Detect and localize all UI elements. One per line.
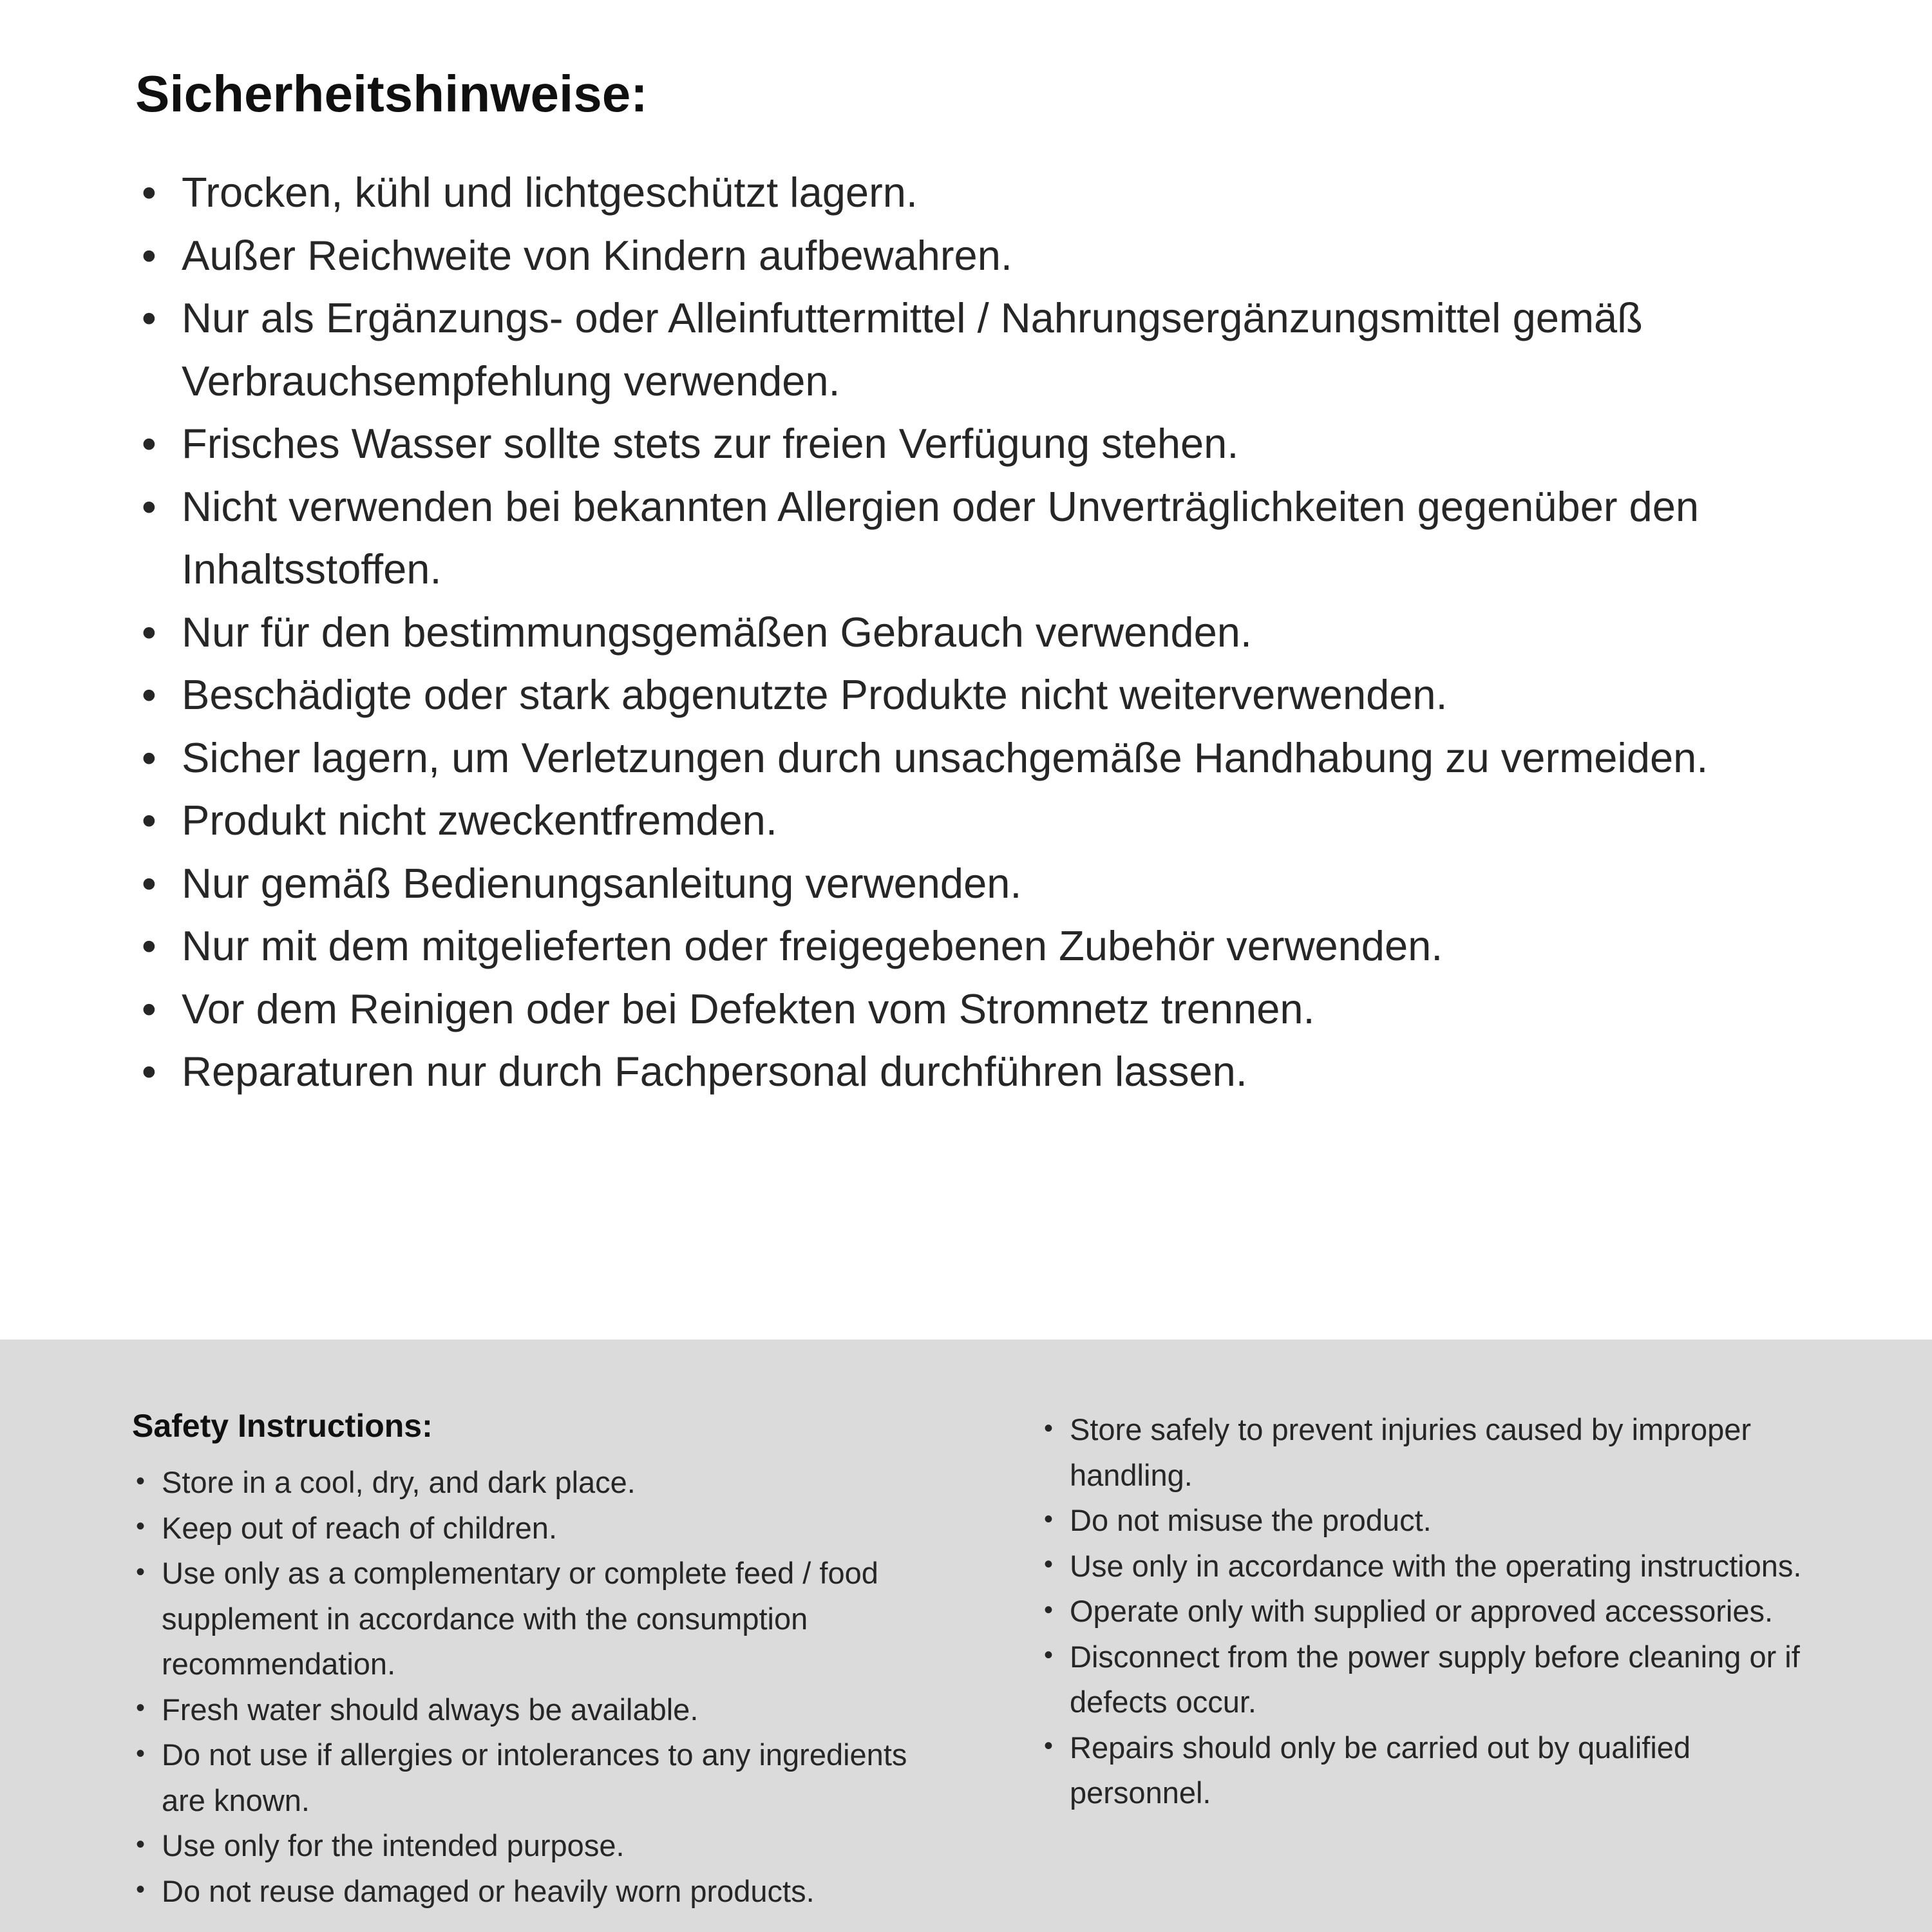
- english-left-column: [132, 1407, 931, 1914]
- english-section-title: Safety Instructions:: [132, 1408, 433, 1444]
- list-item: • Frisches Wasser sollte stets zur freien Verfügung stehen.: [135, 412, 1713, 475]
- list-item: • Keep out of reach of children.: [132, 1506, 931, 1551]
- list-item: • Repairs should only be carried out by qualified personnel.: [1040, 1725, 1839, 1816]
- list-item: • Außer Reichweite von Kindern aufbewahren.: [135, 224, 1713, 287]
- english-safety-list-right: [1040, 1407, 1839, 1816]
- english-right-column: [1040, 1407, 1839, 1914]
- list-item: • Reparaturen nur durch Fachpersonal durchführen lassen.: [135, 1040, 1713, 1103]
- list-item: • Produkt nicht zweckentfremden.: [135, 789, 1713, 852]
- list-item: • Use only for the intended purpose.: [132, 1823, 931, 1869]
- list-item: • Operate only with supplied or approved accessories.: [1040, 1589, 1839, 1634]
- list-item: • Nur gemäß Bedienungsanleitung verwenden.: [135, 852, 1713, 915]
- english-safety-list-left: [132, 1460, 931, 1914]
- list-item: • Do not reuse damaged or heavily worn products.: [132, 1869, 931, 1915]
- list-item: • Store safely to prevent injuries caused by improper handling.: [1040, 1407, 1839, 1498]
- english-safety-section: [0, 1340, 1932, 1932]
- english-safety-columns: [0, 1340, 1932, 1914]
- list-item: • Use only in accordance with the operating instructions.: [1040, 1544, 1839, 1589]
- list-item: • Do not use if allergies or intolerances to any ingredients are known.: [132, 1732, 931, 1823]
- list-item: • Store in a cool, dry, and dark place.: [132, 1460, 931, 1506]
- german-safety-list: [135, 161, 1713, 1103]
- list-item: • Fresh water should always be available.: [132, 1687, 931, 1733]
- list-item: • Beschädigte oder stark abgenutzte Produkte nicht weiterverwenden.: [135, 663, 1713, 726]
- list-item: • Nicht verwenden bei bekannten Allergien oder Unverträglichkeiten gegenüber den Inhaltsstoffen.: [135, 475, 1713, 601]
- list-item: • Vor dem Reinigen oder bei Defekten vom Stromnetz trennen.: [135, 978, 1713, 1041]
- list-item: • Sicher lagern, um Verletzungen durch unsachgemäße Handhabung zu vermeiden.: [135, 726, 1713, 790]
- list-item: • Do not misuse the product.: [1040, 1498, 1839, 1544]
- german-section-title: Sicherheitshinweise:: [135, 65, 648, 122]
- list-item: • Nur mit dem mitgelieferten oder freigegebenen Zubehör verwenden.: [135, 914, 1713, 978]
- list-item: • Nur als Ergänzungs- oder Alleinfuttermittel / Nahrungsergänzungsmittel gemäß Verbrauchsempfehlung verwenden.: [135, 287, 1713, 412]
- list-item: • Trocken, kühl und lichtgeschützt lagern.: [135, 161, 1713, 224]
- list-item: • Use only as a complementary or complete feed / food supplement in accordance with the consumption recommendation.: [132, 1551, 931, 1687]
- list-item: • Nur für den bestimmungsgemäßen Gebrauch verwenden.: [135, 601, 1713, 664]
- list-item: • Disconnect from the power supply before cleaning or if defects occur.: [1040, 1634, 1839, 1725]
